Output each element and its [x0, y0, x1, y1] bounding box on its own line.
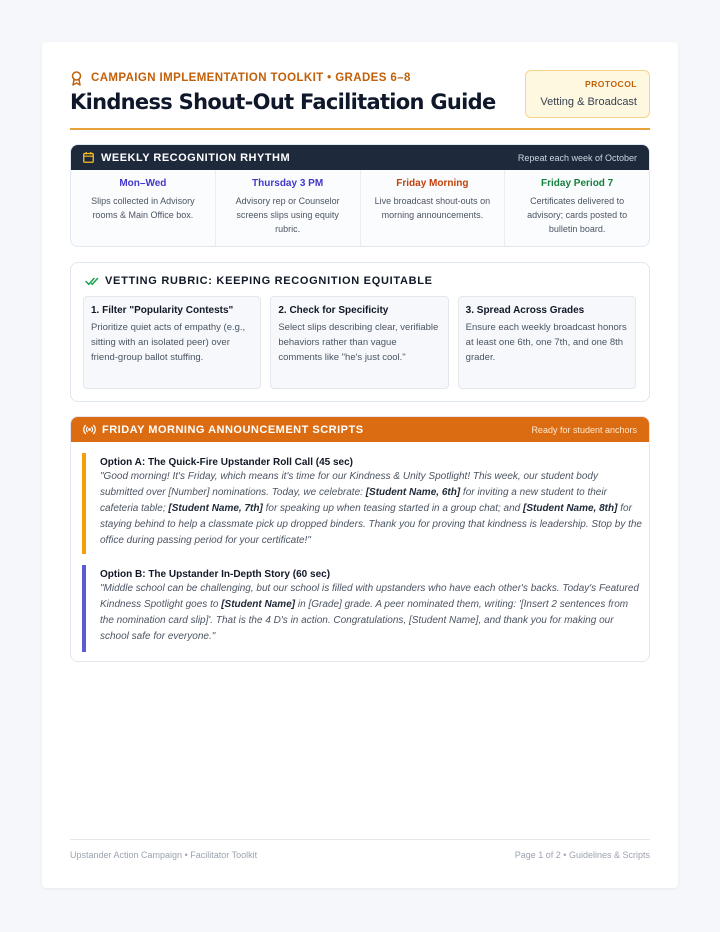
rhythm-column-thursday [216, 170, 361, 247]
footer-left: Upstander Action Campaign • Facilitator Toolkit [70, 850, 258, 860]
rhythm-day: Friday Morning [396, 178, 469, 189]
rubric-card-title: 3. Spread Across Grades [465, 305, 585, 316]
rhythm-text: Certificates delivered to advisory; cards posted to bulletin board. [527, 196, 628, 234]
student-placeholder: [Student Name] [221, 599, 296, 610]
script-option-a-text [100, 469, 642, 549]
rubric-card-title: 2. Check for Specificity [278, 305, 389, 316]
rhythm-text: Advisory rep or Counselor screens slips using equity rubric. [235, 196, 340, 234]
weekly-rhythm-panel [70, 144, 650, 247]
page-title: Kindness Shout-Out Facilitation Guide [70, 90, 496, 114]
script-option-b-title: Option B: The Upstander In-Depth Story (60 sec) [100, 569, 331, 580]
rubric-card-text: Ensure each weekly broadcast honors at least one 6th, one 7th, and one 8th grader. [465, 322, 627, 363]
protocol-badge [525, 70, 650, 118]
rubric-card-text: Select slips describing clear, verifiable behaviors rather than vague comments like "he's just cool." [278, 322, 439, 363]
rhythm-text: Slips collected in Advisory rooms & Main Office box. [91, 196, 195, 220]
award-ribbon-icon [70, 71, 83, 86]
weekly-rhythm-title: WEEKLY RECOGNITION RHYTHM [101, 151, 291, 164]
header-divider [70, 128, 650, 130]
eyebrow [70, 70, 411, 86]
rubric-card-specificity [270, 296, 448, 389]
script-option-a-title: Option A: The Quick-Fire Upstander Roll Call (45 sec) [100, 457, 354, 468]
script-text: for staying behind to help a classmate pick up dropped binders. Thank you for proving that kindness is leadership. Stop by the office during passing period for your certificate!" [100, 503, 642, 546]
announcement-scripts-panel [70, 416, 650, 662]
protocol-label: PROTOCOL [584, 79, 637, 89]
announcement-scripts-note: Ready for student anchors [531, 424, 637, 435]
rubric-cards [83, 296, 636, 389]
script-option-b-text [100, 581, 642, 645]
student-placeholder: [Student Name, 7th] [168, 503, 263, 514]
announcement-scripts-header [71, 417, 649, 442]
script-text: "Good morning! It's Friday, which means it's time for our Kindness & Unity Spotlight! This week, our student body submitted over [Number] nominations. Today, we celebrate: [100, 471, 598, 498]
protocol-value: Vetting & Broadcast [540, 96, 637, 108]
vetting-rubric-title: VETTING RUBRIC: KEEPING RECOGNITION EQUITABLE [105, 275, 433, 287]
rhythm-day: Thursday 3 PM [252, 178, 324, 189]
document-page [42, 42, 678, 888]
weekly-rhythm-header [71, 145, 649, 170]
rhythm-column-friday-period-7 [505, 170, 649, 247]
rhythm-columns [71, 170, 649, 247]
vetting-rubric-header [85, 275, 433, 287]
script-option-b [82, 565, 642, 652]
announcement-scripts-title: FRIDAY MORNING ANNOUNCEMENT SCRIPTS [102, 423, 364, 436]
rhythm-day: Mon–Wed [119, 178, 167, 189]
vetting-rubric-panel [70, 262, 650, 402]
script-text: in [Grade] grade. A peer nominated them, writing: '[Insert 2 sentences from the nomination card slip]'. That is the 4 D's in action. Congratulations, [Student Name], and thank you for making our school safe for everyone." [100, 599, 629, 642]
eyebrow-text: CAMPAIGN IMPLEMENTATION TOOLKIT • GRADES 6–8 [91, 72, 411, 84]
footer-right: Page 1 of 2 • Guidelines & Scripts [514, 850, 650, 860]
student-placeholder: [Student Name, 8th] [523, 503, 618, 514]
double-check-icon [85, 276, 99, 286]
rubric-card-title: 1. Filter "Popularity Contests" [91, 305, 234, 316]
rhythm-column-mon-wed [71, 170, 216, 247]
page-header [70, 70, 650, 130]
student-placeholder: [Student Name, 6th] [365, 487, 461, 498]
script-text: for speaking up when teasing started in a group chat; and [262, 503, 523, 514]
broadcast-icon [83, 424, 96, 435]
script-text: "Middle school can be challenging, but our school is filled with upstanders who have each other's backs. Today's Featured Kindness Spotlight goes to [100, 583, 639, 610]
rhythm-column-friday-morning [361, 170, 506, 247]
rhythm-text: Live broadcast shout-outs on morning announcements. [374, 196, 491, 220]
weekly-rhythm-note: Repeat each week of October [517, 152, 637, 163]
page-footer [70, 839, 650, 859]
script-option-a [82, 453, 642, 554]
calendar-icon [83, 152, 94, 163]
rubric-card-popularity [83, 296, 261, 389]
rubric-card-grades [458, 296, 636, 389]
script-text: for inviting a new student to their cafeteria table; [100, 487, 607, 514]
rhythm-day: Friday Period 7 [541, 178, 614, 189]
rubric-card-text: Prioritize quiet acts of empathy (e.g., sitting with an isolated peer) over friend-group ballot stuffing. [91, 322, 246, 363]
